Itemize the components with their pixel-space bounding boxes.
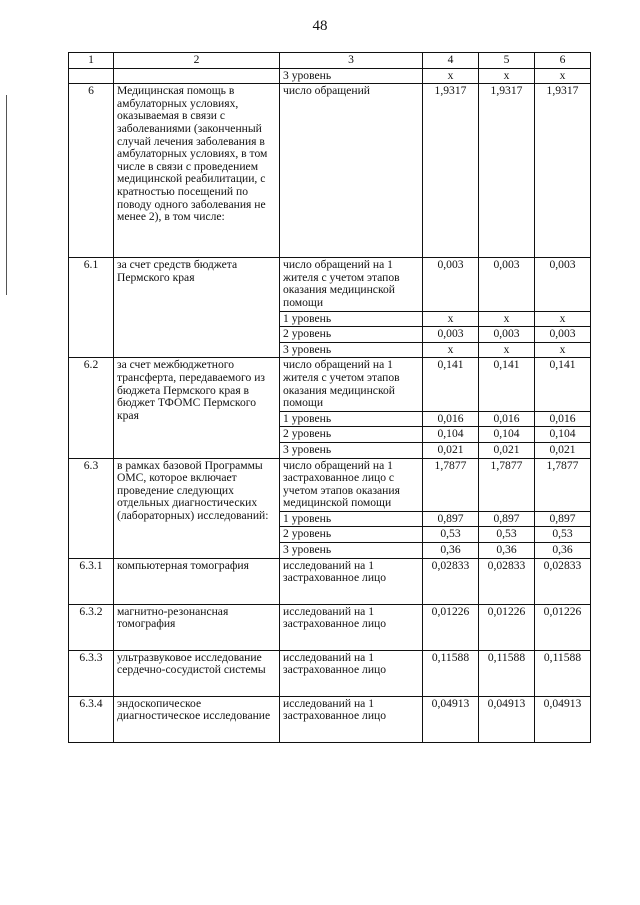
row-unit: исследований на 1 застрахованное лицо — [280, 558, 423, 604]
value-col6: 0,02833 — [535, 558, 591, 604]
value-col5: 1,7877 — [479, 458, 535, 511]
row-unit: число обращений на 1 жителя с учетом этапов оказания медицинской помощи — [280, 258, 423, 311]
value-col5: x — [479, 68, 535, 84]
row-name: за счет средств бюджета Пермского края — [114, 258, 280, 358]
value-col5: x — [479, 342, 535, 358]
level-label: 3 уровень — [280, 342, 423, 358]
row-num: 6.3 — [69, 458, 114, 558]
row-num: 6.3.2 — [69, 604, 114, 650]
row-unit: число обращений на 1 жителя с учетом этапов оказания медицинской помощи — [280, 358, 423, 411]
value-col5: 0,01226 — [479, 604, 535, 650]
row-num: 6.3.4 — [69, 696, 114, 742]
value-col6: 0,11588 — [535, 650, 591, 696]
value-col5: 0,021 — [479, 442, 535, 458]
table-row — [69, 458, 591, 511]
value-col4: 0,104 — [423, 427, 479, 443]
value-col6: x — [535, 342, 591, 358]
value-col4: 0,53 — [423, 527, 479, 543]
value-col5: 0,897 — [479, 511, 535, 527]
value-col5: 0,016 — [479, 411, 535, 427]
row-num: 6.3.1 — [69, 558, 114, 604]
value-col6: 0,016 — [535, 411, 591, 427]
scan-margin-mark — [6, 95, 7, 295]
row-num: 6.2 — [69, 358, 114, 458]
col-header-3: 3 — [280, 53, 423, 69]
value-col4: 0,897 — [423, 511, 479, 527]
level-label: 1 уровень — [280, 411, 423, 427]
col-header-6: 6 — [535, 53, 591, 69]
value-col5: 0,04913 — [479, 696, 535, 742]
value-col5: 0,141 — [479, 358, 535, 411]
value-col4: 0,02833 — [423, 558, 479, 604]
value-col4: 0,36 — [423, 543, 479, 559]
value-col6: 0,003 — [535, 258, 591, 311]
value-col6: 0,04913 — [535, 696, 591, 742]
value-col4: 0,11588 — [423, 650, 479, 696]
value-col5: 0,003 — [479, 258, 535, 311]
level-label: 3 уровень — [280, 442, 423, 458]
table-row — [69, 696, 591, 742]
row-unit: число обращений — [280, 84, 423, 258]
level-label: 2 уровень — [280, 327, 423, 343]
table-row — [69, 650, 591, 696]
col-header-4: 4 — [423, 53, 479, 69]
table-row — [69, 358, 591, 411]
value-col6: 1,7877 — [535, 458, 591, 511]
row-name: за счет межбюджетного трансферта, передаваемого из бюджета Пермского края в бюджет ТФОМС Пермского края — [114, 358, 280, 458]
value-col4: 0,016 — [423, 411, 479, 427]
row-unit: исследований на 1 застрахованное лицо — [280, 604, 423, 650]
value-col4: x — [423, 311, 479, 327]
value-col4: x — [423, 68, 479, 84]
value-col6: 0,897 — [535, 511, 591, 527]
col-header-2: 2 — [114, 53, 280, 69]
level-label: 3 уровень — [280, 543, 423, 559]
header-row — [69, 53, 591, 69]
value-col6: 0,104 — [535, 427, 591, 443]
row-unit: 3 уровень — [280, 68, 423, 84]
row-num — [69, 68, 114, 84]
row-unit: число обращений на 1 застрахованное лицо с учетом этапов оказания медицинской помощи — [280, 458, 423, 511]
value-col6: 0,36 — [535, 543, 591, 559]
row-unit: исследований на 1 застрахованное лицо — [280, 650, 423, 696]
col-header-5: 5 — [479, 53, 535, 69]
table-row — [69, 258, 591, 311]
col-header-1: 1 — [69, 53, 114, 69]
data-table — [68, 52, 591, 743]
row-unit: исследований на 1 застрахованное лицо — [280, 696, 423, 742]
value-col5: 0,104 — [479, 427, 535, 443]
value-col5: x — [479, 311, 535, 327]
value-col5: 0,02833 — [479, 558, 535, 604]
value-col5: 0,36 — [479, 543, 535, 559]
table-row — [69, 558, 591, 604]
row-num: 6 — [69, 84, 114, 258]
value-col6: 0,53 — [535, 527, 591, 543]
value-col4: 0,01226 — [423, 604, 479, 650]
row-name: магнитно-резонансная томография — [114, 604, 280, 650]
row-name: в рамках базовой Программы ОМС, которое включает проведение следующих отдельных диагностических (лабораторных) исследований: — [114, 458, 280, 558]
value-col6: x — [535, 311, 591, 327]
table-row — [69, 604, 591, 650]
value-col5: 1,9317 — [479, 84, 535, 258]
value-col4: 0,003 — [423, 327, 479, 343]
value-col4: 1,7877 — [423, 458, 479, 511]
level-label: 2 уровень — [280, 527, 423, 543]
row-name: ультразвуковое исследование сердечно-сосудистой системы — [114, 650, 280, 696]
level-label: 2 уровень — [280, 427, 423, 443]
row-name: Медицинская помощь в амбулаторных условиях, оказываемая в связи с заболеваниями (законченный случай лечения заболевания в амбулаторных условиях, в том числе в связи с проведением медицинской реабилитации, с кратностью посещений по поводу одного заболевания не менее 2), в том числе: — [114, 84, 280, 258]
table-row — [69, 68, 591, 84]
value-col6: 0,01226 — [535, 604, 591, 650]
value-col6: 1,9317 — [535, 84, 591, 258]
row-name: компьютерная томография — [114, 558, 280, 604]
table-row — [69, 84, 591, 258]
value-col6: 0,021 — [535, 442, 591, 458]
value-col4: 0,141 — [423, 358, 479, 411]
value-col6: x — [535, 68, 591, 84]
value-col5: 0,003 — [479, 327, 535, 343]
value-col6: 0,141 — [535, 358, 591, 411]
value-col5: 0,11588 — [479, 650, 535, 696]
value-col6: 0,003 — [535, 327, 591, 343]
value-col4: 0,021 — [423, 442, 479, 458]
value-col4: 1,9317 — [423, 84, 479, 258]
value-col4: 0,003 — [423, 258, 479, 311]
row-num: 6.1 — [69, 258, 114, 358]
row-name: эндоскопическое диагностическое исследование — [114, 696, 280, 742]
row-num: 6.3.3 — [69, 650, 114, 696]
value-col5: 0,53 — [479, 527, 535, 543]
level-label: 1 уровень — [280, 511, 423, 527]
level-label: 1 уровень — [280, 311, 423, 327]
value-col4: x — [423, 342, 479, 358]
row-name — [114, 68, 280, 84]
page-number: 48 — [312, 18, 328, 34]
value-col4: 0,04913 — [423, 696, 479, 742]
